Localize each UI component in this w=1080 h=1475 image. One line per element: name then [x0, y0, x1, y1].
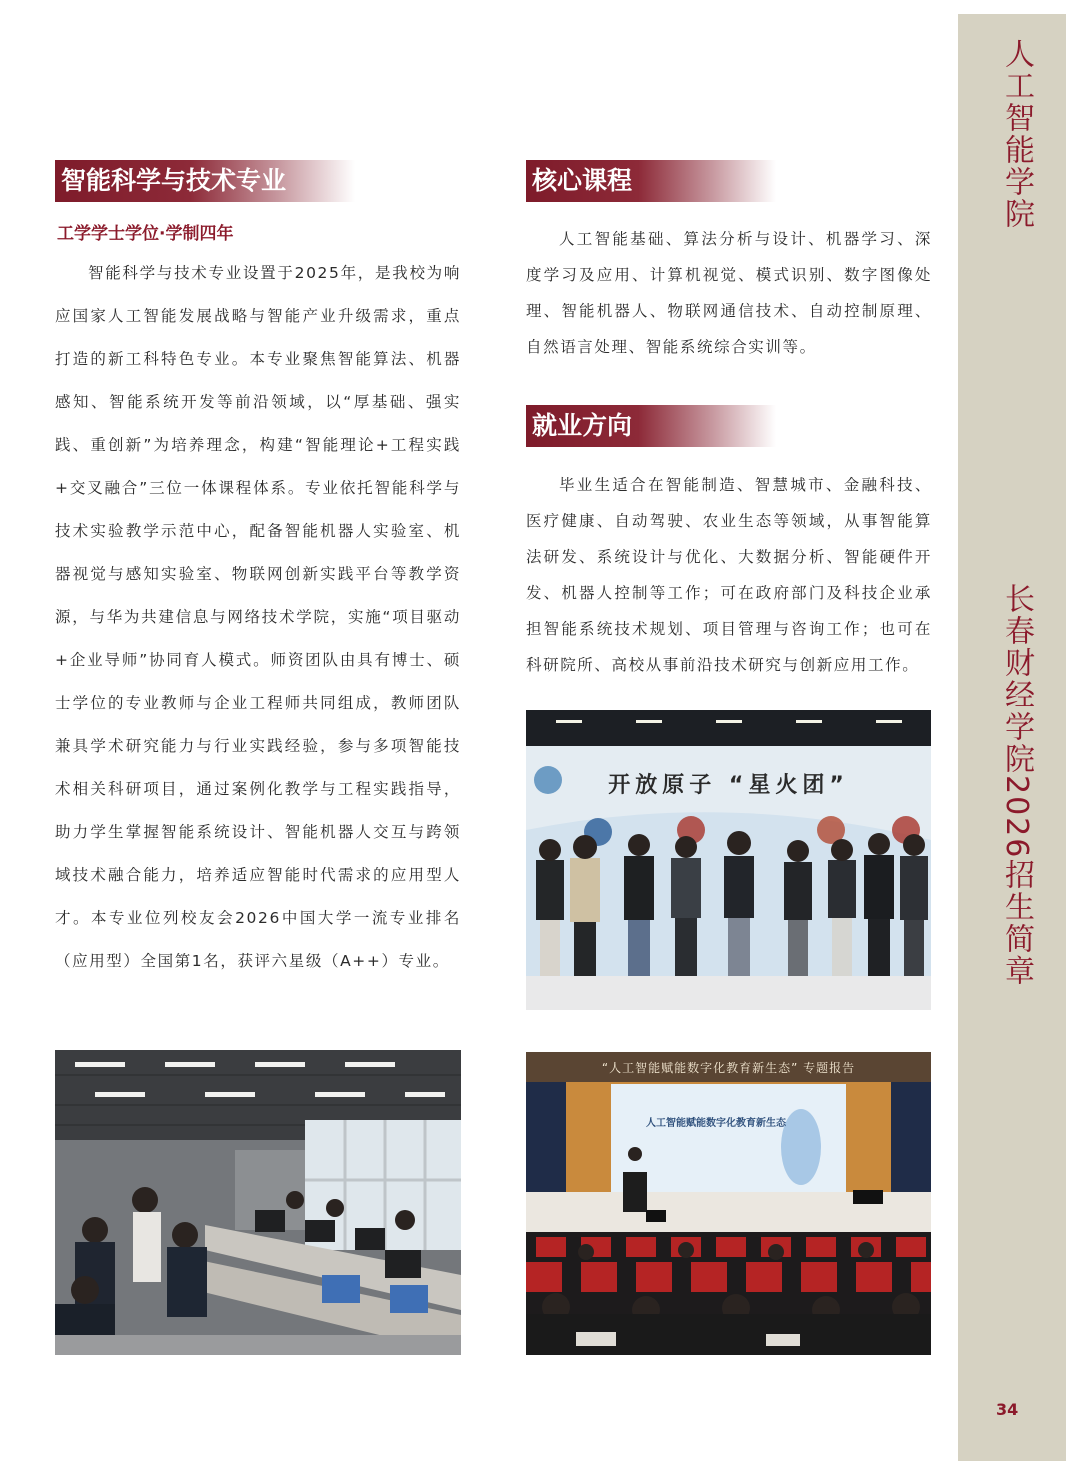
- lecture-screen-text: 人工智能赋能数字化教育新生态: [646, 1118, 786, 1129]
- award-ceremony-photo: [526, 710, 931, 1010]
- major-description: 智能科学与技术专业设置于2025年，是我校为响应国家人工智能发展战略与智能产业升级需求，重点打造的新工科特色专业。本专业聚焦智能算法、机器感知、智能系统开发等前沿领域，以“厚基础、强实践、重创新”为培养理念，构建“智能理论+工程实践+交叉融合”三位一体课程体系。专业依托智能科学与技术实验教学示范中心，配备智能机器人实验室、机器视觉与感知实验室、物联网创新实践平台等教学资源，与华为共建信息与网络技术学院，实施“项目驱动+企业导师”协同育人模式。师资团队由具有博士、硕士学位的专业教师与企业工程师共同组成，教师团队兼具学术研究能力与行业实践经验，参与多项智能技术相关科研项目，通过案例化教学与工程实践指导，助力学生掌握智能系统设计、智能机器人交互与跨领域技术融合能力，培养适应智能时代需求的应用型人才。本专业位列校友会2026中国大学一流专业排名（应用型）全国第1名，获评六星级（A++）专业。: [55, 264, 461, 970]
- core-courses-header: [526, 160, 776, 202]
- major-title: 智能科学与技术专业: [61, 166, 287, 195]
- college-name-vertical: 人工智能学院: [999, 38, 1034, 230]
- major-title-header: [55, 160, 355, 202]
- core-courses-text: 人工智能基础、算法分析与设计、机器学习、深度学习及应用、计算机视觉、模式识别、数字图像处理、智能机器人、物联网通信技术、自动控制原理、自然语言处理、智能系统综合实训等。: [526, 230, 932, 356]
- career-title: 就业方向: [532, 411, 633, 440]
- career-text: 毕业生适合在智能制造、智慧城市、金融科技、医疗健康、自动驾驶、农业生态等领域，从事智能算法研发、系统设计与优化、大数据分析、智能硬件开发、机器人控制等工作；可在政府部门及科技企业承担智能系统技术规划、项目管理与咨询工作；也可在科研院所、高校从事前沿技术研究与创新应用工作。: [526, 476, 932, 674]
- lecture-hall-illustration: [526, 1052, 931, 1355]
- degree-subheading: 工学学士学位·学制四年: [57, 224, 234, 244]
- classroom-illustration: [55, 1050, 461, 1355]
- lecture-banner-text: “人工智能赋能数字化教育新生态” 专题报告: [601, 1061, 856, 1075]
- core-courses-title: 核心课程: [532, 166, 633, 195]
- lecture-hall-photo: [526, 1052, 931, 1355]
- career-header: [526, 405, 776, 447]
- brochure-title-vertical: 长春财经学院2026招生简章: [999, 583, 1034, 988]
- classroom-photo: [55, 1050, 461, 1355]
- page-number: 34: [996, 1400, 1019, 1419]
- award-banner-text: 开放原子 “星火团”: [608, 773, 849, 798]
- award-ceremony-illustration: [526, 710, 931, 1010]
